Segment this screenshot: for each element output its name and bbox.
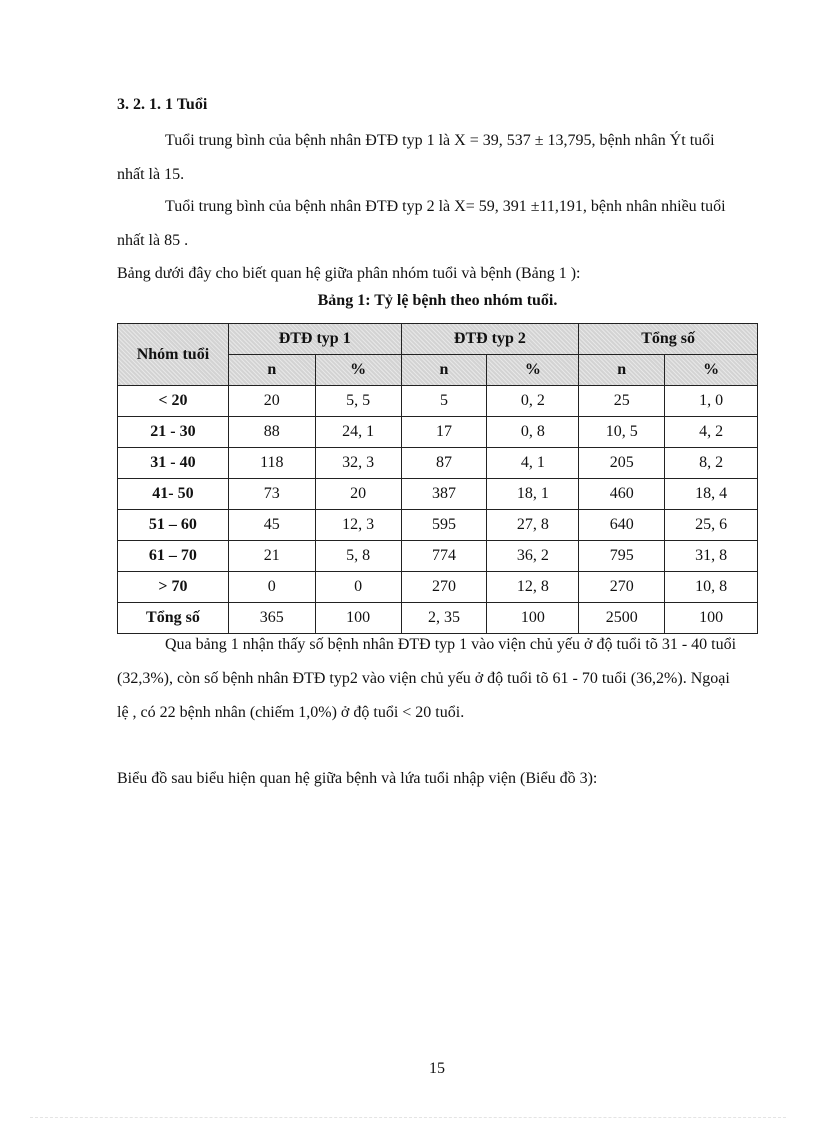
header-total: Tổng số	[579, 324, 758, 355]
table-cell: 4, 2	[665, 417, 758, 448]
table-cell: 24, 1	[315, 417, 401, 448]
row-label: Tổng số	[118, 603, 229, 634]
subheader-percent: %	[315, 355, 401, 386]
table-cell: 0, 8	[487, 417, 579, 448]
header-type2: ĐTĐ typ 2	[401, 324, 579, 355]
subheader-n: n	[579, 355, 665, 386]
table-cell: 640	[579, 510, 665, 541]
row-label: 61 – 70	[118, 541, 229, 572]
table-cell: 21	[228, 541, 315, 572]
table-cell: 45	[228, 510, 315, 541]
paragraph-type2-age: Tuổi trung bình của bệnh nhân ĐTĐ typ 2 là X= 59, 391 ±11,191, bệnh nhân nhiều tuổi nhất là 85 .	[117, 198, 726, 249]
table-cell: 87	[401, 448, 487, 479]
table-cell: 0	[228, 572, 315, 603]
paragraph-type1-age: Tuổi trung bình của bệnh nhân ĐTĐ typ 1 là X = 39, 537 ± 13,795, bệnh nhân Ýt tuổi nhất là 15.	[117, 132, 715, 183]
page-number: 15	[429, 1060, 445, 1077]
table-cell: 31, 8	[665, 541, 758, 572]
table-cell: 5, 5	[315, 386, 401, 417]
table-cell: 12, 8	[487, 572, 579, 603]
row-label: 21 - 30	[118, 417, 229, 448]
subheader-n: n	[228, 355, 315, 386]
table-cell: 32, 3	[315, 448, 401, 479]
table-cell: 10, 8	[665, 572, 758, 603]
row-label: < 20	[118, 386, 229, 417]
section-heading: 3. 2. 1. 1 Tuổi	[117, 96, 208, 113]
table-cell: 774	[401, 541, 487, 572]
table-cell: 36, 2	[487, 541, 579, 572]
table-cell: 88	[228, 417, 315, 448]
subheader-percent: %	[487, 355, 579, 386]
row-label: 41- 50	[118, 479, 229, 510]
subheader-n: n	[401, 355, 487, 386]
table-body	[118, 386, 758, 634]
table-cell: 27, 8	[487, 510, 579, 541]
table-cell: 20	[228, 386, 315, 417]
row-label: 51 – 60	[118, 510, 229, 541]
table-cell: 18, 4	[665, 479, 758, 510]
table-cell: 100	[315, 603, 401, 634]
table-cell: 12, 3	[315, 510, 401, 541]
table-caption: Bảng 1: Tỷ lệ bệnh theo nhóm tuổi.	[317, 292, 558, 309]
table-cell: 387	[401, 479, 487, 510]
table-row	[118, 572, 758, 603]
table-cell: 17	[401, 417, 487, 448]
table-cell: 0, 2	[487, 386, 579, 417]
table-row	[118, 510, 758, 541]
table-header-row	[118, 324, 758, 355]
header-type1: ĐTĐ typ 1	[228, 324, 401, 355]
paragraph-chart-intro: Biểu đồ sau biểu hiện quan hệ giữa bệnh và lứa tuổi nhập viện (Biểu đồ 3):	[117, 770, 598, 787]
table-cell: 0	[315, 572, 401, 603]
table-row	[118, 541, 758, 572]
table-cell: 10, 5	[579, 417, 665, 448]
table-cell: 100	[487, 603, 579, 634]
table-cell: 1, 0	[665, 386, 758, 417]
table-cell: 100	[665, 603, 758, 634]
table-cell: 8, 2	[665, 448, 758, 479]
table-cell: 270	[579, 572, 665, 603]
table-cell: 365	[228, 603, 315, 634]
paragraph-table-analysis: Qua bảng 1 nhận thấy số bệnh nhân ĐTĐ typ 1 vào viện chủ yếu ở độ tuổi tõ 31 - 40 tuổi (32,3%), còn số bệnh nhân ĐTĐ typ2 vào viện chủ yếu ở độ tuổi tõ 61 - 70 tuổi (36,2%). Ngoại lệ , có 22 bệnh nhân (chiếm 1,0%) ở độ tuổi < 20 tuổi.	[117, 636, 737, 721]
header-age-group: Nhóm tuổi	[118, 324, 229, 386]
table-row	[118, 448, 758, 479]
subheader-percent: %	[665, 355, 758, 386]
table-cell: 5	[401, 386, 487, 417]
table-cell: 73	[228, 479, 315, 510]
table-cell: 270	[401, 572, 487, 603]
table-cell: 4, 1	[487, 448, 579, 479]
row-label: 31 - 40	[118, 448, 229, 479]
table-row	[118, 417, 758, 448]
table-cell: 25, 6	[665, 510, 758, 541]
table-cell: 5, 8	[315, 541, 401, 572]
table-row	[118, 479, 758, 510]
age-group-table	[117, 323, 758, 634]
table-row	[118, 386, 758, 417]
table-cell: 460	[579, 479, 665, 510]
table-cell: 25	[579, 386, 665, 417]
table-cell: 20	[315, 479, 401, 510]
footer-divider	[30, 1117, 786, 1118]
table-cell: 205	[579, 448, 665, 479]
row-label: > 70	[118, 572, 229, 603]
table-cell: 18, 1	[487, 479, 579, 510]
table-cell: 2500	[579, 603, 665, 634]
table-cell: 795	[579, 541, 665, 572]
table-cell: 118	[228, 448, 315, 479]
table-cell: 2, 35	[401, 603, 487, 634]
table-cell: 595	[401, 510, 487, 541]
paragraph-table-intro: Bảng dưới đây cho biết quan hệ giữa phân nhóm tuổi và bệnh (Bảng 1 ):	[117, 265, 581, 282]
